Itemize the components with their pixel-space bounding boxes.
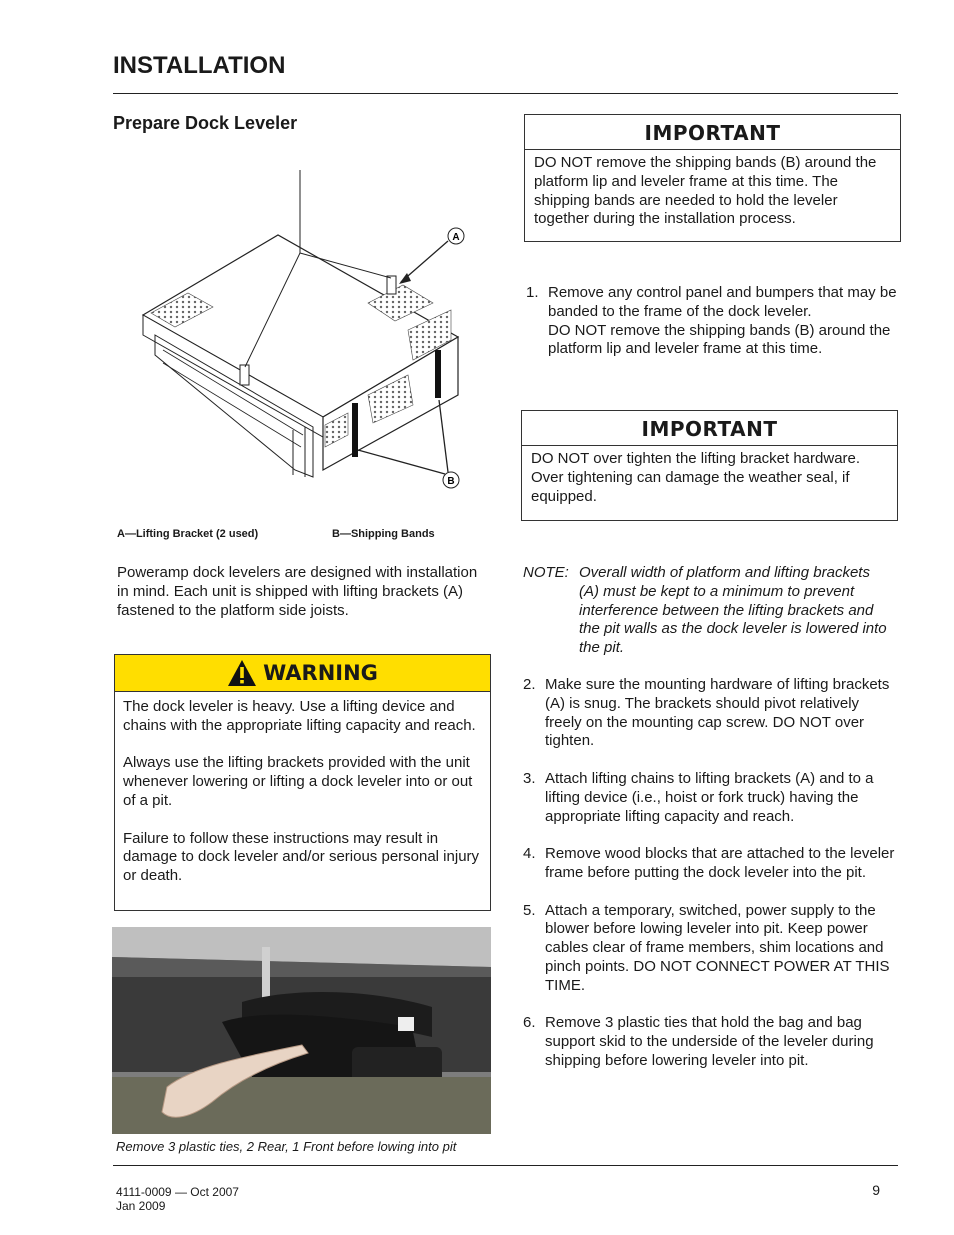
photo-caption: Remove 3 plastic ties, 2 Rear, 1 Front before lowing into pit [116, 1139, 457, 1154]
important-body: DO NOT over tighten the lifting bracket hardware. Over tightening can damage the weather seal, if equipped. [531, 450, 861, 505]
note-label: NOTE: [523, 564, 569, 581]
list-item: 6. Remove 3 plastic ties that hold the bag and bag support skid to the underside of the leveler during shipping before lowering leveler into pit. [523, 1014, 874, 1069]
important-header: IMPORTANT [525, 115, 900, 150]
footer-doc-info [116, 1185, 239, 1213]
section-title: Prepare Dock Leveler [113, 113, 298, 133]
warning-body [115, 692, 490, 894]
footer-rule [113, 1165, 898, 1166]
warning-paragraph: The dock leveler is heavy. Use a lifting device and chains with the appropriate lifting capacity and reach. [123, 698, 476, 734]
important-header: IMPORTANT [522, 411, 897, 446]
warning-box [114, 654, 491, 911]
step-1 [526, 284, 898, 359]
intro-paragraph: Poweramp dock levelers are designed with installation in mind. Each unit is shipped with lifting brackets (A) fastened to the platform side joists. [117, 564, 478, 619]
note-text: Overall width of platform and lifting brackets (A) must be kept to a minimum to prevent interference between the lifting brackets and the pit walls as the dock leveler is lowered into the pit. [579, 564, 887, 657]
page-title: INSTALLATION [113, 52, 286, 79]
figure-caption-a: A—Lifting Bracket (2 used) [117, 528, 259, 540]
warning-header [115, 655, 490, 692]
step-number: 1. [526, 284, 539, 301]
figure-caption-b: B—Shipping Bands [332, 528, 435, 540]
underside-photo [112, 927, 491, 1134]
important-box-1 [524, 114, 901, 242]
warning-triangle-icon [227, 659, 257, 687]
header-rule [113, 93, 898, 94]
doc-number: 4111-0009 — Oct 2007 [116, 1185, 239, 1199]
dock-leveler-figure [133, 165, 478, 495]
list-item: 3. Attach lifting chains to lifting brackets (A) and to a lifting device (i.e., hoist or fork truck) having the appropriate lifting capacity and reach. [523, 769, 874, 825]
revision-date: Jan 2009 [116, 1199, 166, 1213]
callout-a-label: A [452, 232, 460, 243]
warning-title: WARNING [263, 661, 378, 685]
list-item: 5. Attach a temporary, switched, power supply to the blower before lowing leveler into pit. Keep power cables clear of frame members, shim locations and pinch points. DO NOT CONNECT POWER AT THIS TIME. [523, 901, 890, 994]
callout-b-label: B [447, 476, 455, 487]
important-box-2 [521, 410, 898, 521]
list-item: 2. Make sure the mounting hardware of lifting brackets (A) is snug. The brackets should pivot relatively freely on the mounting cap screw. DO NOT over tighten. [523, 676, 890, 750]
step-text: Remove any control panel and bumpers that may be banded to the frame of the dock leveler. [548, 284, 897, 320]
note [523, 564, 893, 658]
warning-paragraph: Failure to follow these instructions may result in damage to dock leveler and/or serious personal injury or death. [123, 829, 480, 885]
warning-paragraph: Always use the lifting brackets provided with the unit whenever lowering or lifting a dock leveler into or out of a pit. [123, 754, 473, 809]
page-number: 9 [872, 1182, 880, 1198]
important-body: DO NOT remove the shipping bands (B) around the platform lip and leveler frame at this time. The shipping bands are needed to hold the leveler together during the installation process. [534, 154, 877, 228]
list-item: 4. Remove wood blocks that are attached to the leveler frame before putting the dock leveler into the pit. [523, 845, 895, 881]
step-text-extra: DO NOT remove the shipping bands (B) around the platform lip and leveler frame at this time. [548, 321, 891, 358]
step-list [523, 676, 895, 1090]
